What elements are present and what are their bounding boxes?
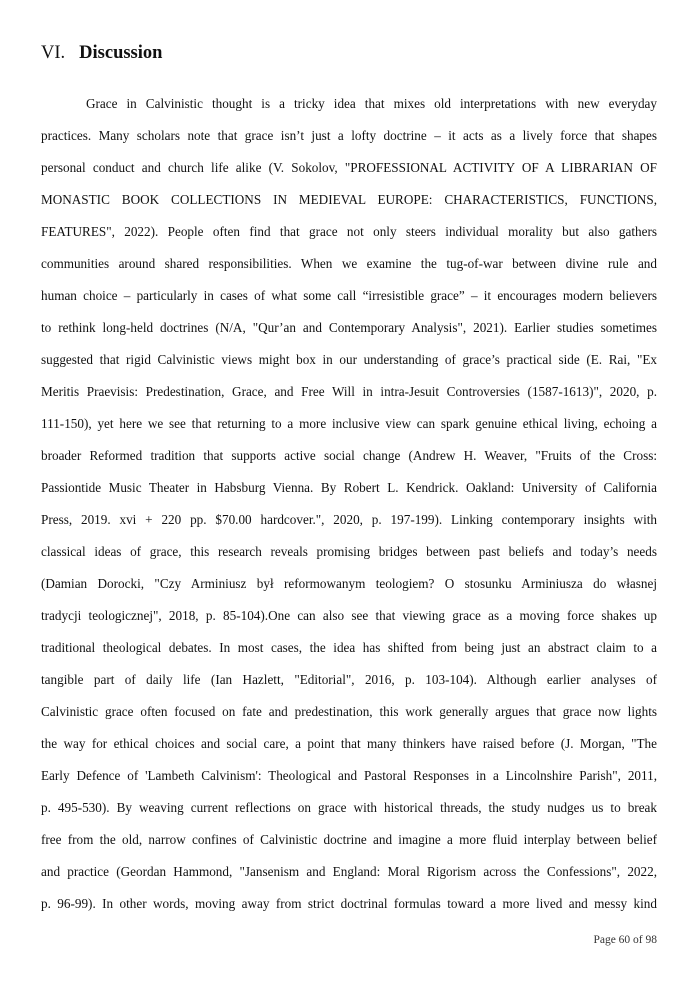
paragraph-line: Meritis Praevisis: Predestination, Grace, and Free Will in intra-Jesuit Controversies (1587-1613)", 2020, p.: [41, 384, 657, 399]
paragraph-line: (Damian Dorocki, "Czy Arminiusz był reformowanym teologiem? O stosunku Arminiusza do własnej: [41, 576, 657, 591]
paragraph-line: Grace in Calvinistic thought is a tricky idea that mixes old interpretations with new everyday: [86, 96, 657, 111]
paragraph-line: free from the old, narrow confines of Calvinistic doctrine and imagine a more fluid interplay between belief: [41, 832, 657, 847]
page-number: Page 60 of 98: [593, 934, 657, 946]
paragraph-line: MONASTIC BOOK COLLECTIONS IN MEDIEVAL EUROPE: CHARACTERISTICS, FUNCTIONS,: [41, 192, 657, 207]
paragraph-line: personal conduct and church life alike (V. Sokolov, "PROFESSIONAL ACTIVITY OF A LIBRARIAN OF: [41, 160, 657, 175]
paragraph-line: broader Reformed tradition that supports active social change (Andrew H. Weaver, "Fruits of the Cross:: [41, 448, 657, 463]
paragraph-line: traditional theological debates. In most cases, the idea has shifted from being just an abstract claim to a: [41, 640, 657, 655]
paragraph-line: 111-150), yet here we see that returning to a more inclusive view can spark genuine ethical living, echoing a: [41, 416, 657, 431]
paragraph-line: Press, 2019. xvi + 220 pp. $70.00 hardcover.", 2020, p. 197-199). Linking contemporary insights with: [41, 512, 657, 527]
paragraph-line: Passiontide Music Theater in Habsburg Vienna. By Robert L. Kendrick. Oakland: University of California: [41, 480, 657, 495]
paragraph-line: Calvinistic grace often focused on fate and predestination, this work generally argues that grace now lights: [41, 704, 657, 719]
paragraph-line: practices. Many scholars note that grace isn’t just a lofty doctrine – it acts as a lively force that shapes: [41, 128, 657, 143]
paragraph-line: FEATURES", 2022). People often find that grace not only steers individual morality but also gathers: [41, 224, 657, 239]
section-number: VI.: [41, 43, 66, 63]
paragraph-line: the way for ethical choices and social care, a point that many thinkers have raised before (J. Morgan, "The: [41, 736, 657, 751]
paragraph-line: classical ideas of grace, this research reveals promising bridges between past beliefs and today’s needs: [41, 544, 657, 559]
paragraph-line: and practice (Geordan Hammond, "Jansenism and England: Moral Rigorism across the Confessions", 2022,: [41, 864, 657, 879]
paragraph-line: Early Defence of 'Lambeth Calvinism': Theological and Pastoral Responses in a Lincolnshire Parish", 2011,: [41, 768, 657, 783]
paragraph-line: human choice – particularly in cases of what some call “irresistible grace” – it encourages modern believers: [41, 288, 657, 303]
paragraph-line: p. 96-99). In other words, moving away from strict doctrinal formulas toward a more lived and messy kind: [41, 896, 657, 911]
paragraph-line: communities around shared responsibilities. When we examine the tug-of-war between divine rule and: [41, 256, 657, 271]
paragraph-line: tradycji teologicznej", 2018, p. 85-104).One can also see that viewing grace as a moving force shakes up: [41, 608, 657, 623]
section-heading: [41, 43, 162, 64]
paragraph-line: tangible part of daily life (Ian Hazlett, "Editorial", 2016, p. 103-104). Although earlier analyses of: [41, 672, 657, 687]
paragraph-line: to rethink long-held doctrines (N/A, "Qur’an and Contemporary Analysis", 2021). Earlier studies sometimes: [41, 320, 657, 335]
section-title: Discussion: [79, 43, 163, 63]
paragraph-line: p. 495-530). By weaving current reflections on grace with historical threads, the study nudges us to break: [41, 800, 657, 815]
paragraph-line: suggested that rigid Calvinistic views might box in our understanding of grace’s practical side (E. Rai, "Ex: [41, 352, 657, 367]
